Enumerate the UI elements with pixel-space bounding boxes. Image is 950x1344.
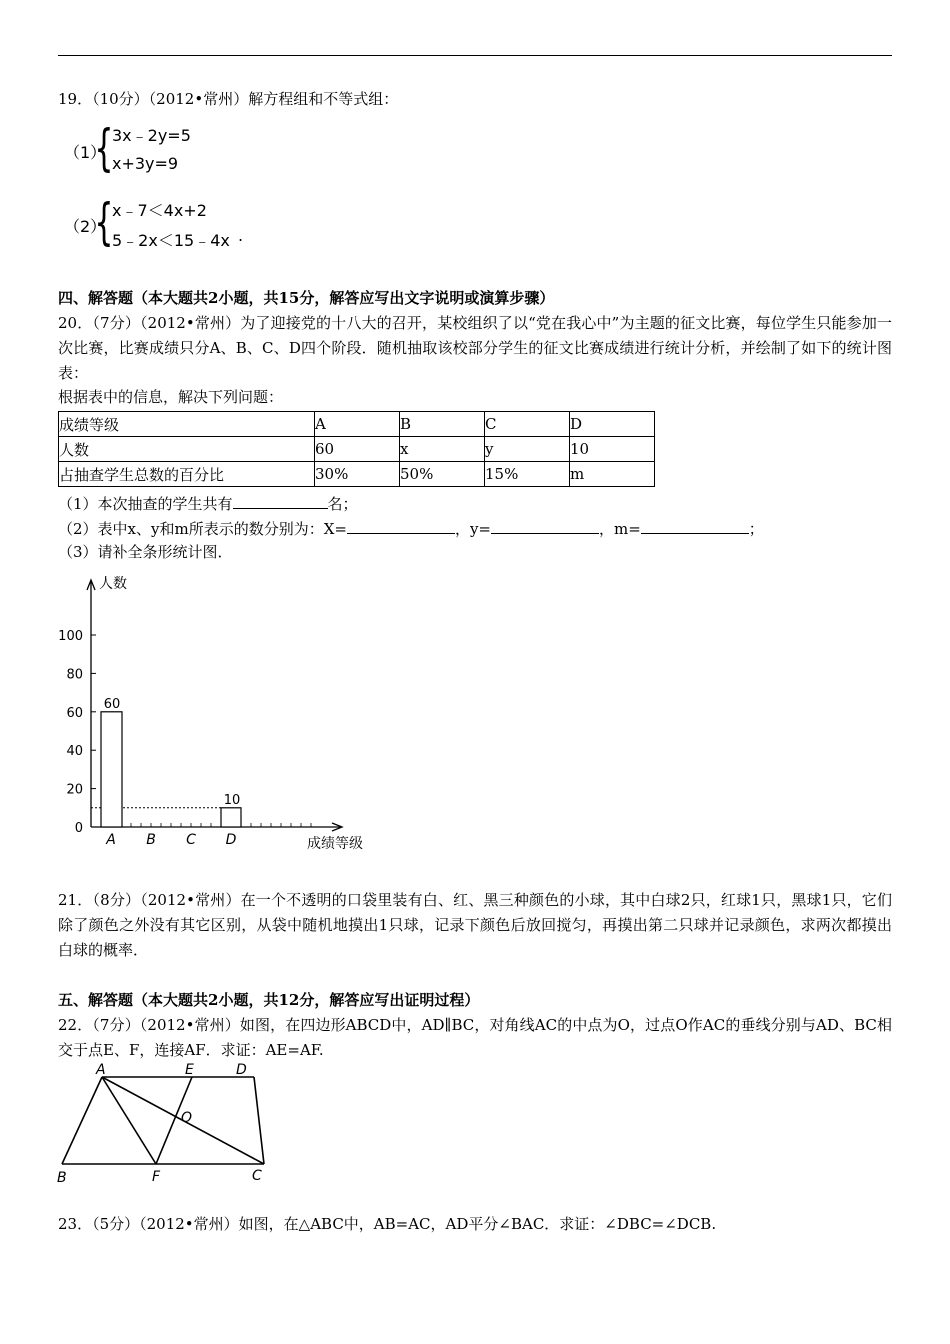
table-cell: 成绩等级 xyxy=(59,412,315,437)
x-category-label: D xyxy=(225,832,237,848)
bar-value-label: 10 xyxy=(223,792,241,808)
table-cell: D xyxy=(570,412,655,437)
q20-sub1-text: （1）本次抽查的学生共有 xyxy=(58,495,233,513)
header-rule xyxy=(58,55,892,56)
y-tick-label: 80 xyxy=(66,667,83,683)
brace-1: { xyxy=(94,119,114,177)
table-row xyxy=(59,437,655,462)
table-cell: 15% xyxy=(485,462,570,487)
q19-part1-eq1: 3x﹣2y=5 xyxy=(112,126,191,145)
q19-part1-eq2: x+3y=9 xyxy=(112,154,179,173)
y-tick-label: 60 xyxy=(66,705,83,721)
point-label-a: A xyxy=(96,1062,106,1078)
q20-intro: 20．（7分）（2012•常州）为了迎接党的十八大的召开，某校组织了以“党在我心中”为主题的征文比赛，每位学生只能参加一次比赛，比赛成绩只分A、B、C、D四个阶段．随机抽取该校部分学生的征文比赛成绩进行统计分析，并绘制了如下的统计图表： xyxy=(58,314,892,382)
q19-part2-end: . xyxy=(238,226,244,245)
bar-value-label: 60 xyxy=(103,696,121,712)
table-cell: y xyxy=(485,437,570,462)
answer-blank[interactable] xyxy=(233,492,328,509)
table-row xyxy=(59,462,655,487)
section5-title: 五、解答题（本大题共2小题，共12分，解答应写出证明过程） xyxy=(58,991,480,1009)
quadrilateral-figure xyxy=(52,1060,277,1190)
bar-d xyxy=(221,808,241,827)
q20-sub2-end: ； xyxy=(748,520,764,538)
y-tick-label: 40 xyxy=(66,744,83,760)
y-axis-title: 人数 xyxy=(99,576,127,592)
table-cell: m xyxy=(570,462,655,487)
brace-2: { xyxy=(94,193,114,251)
y-tick-label: 20 xyxy=(66,782,83,798)
q20-sub1 xyxy=(58,492,358,514)
x-category-label: A xyxy=(106,832,116,848)
bar-a xyxy=(101,712,122,827)
x-category-label: C xyxy=(186,832,196,848)
segment-ab xyxy=(62,1077,102,1164)
q20-sub1-end: 名； xyxy=(327,495,358,513)
q20-sub2-m: ，m= xyxy=(599,520,641,538)
table-cell: B xyxy=(400,412,485,437)
q19-part2-ineq1: x﹣7＜4x+2 xyxy=(112,201,207,220)
point-label-o: O xyxy=(181,1110,193,1126)
table-cell: 10 xyxy=(570,437,655,462)
table-cell: 60 xyxy=(315,437,400,462)
score-table xyxy=(58,411,655,487)
table-cell: x xyxy=(400,437,485,462)
answer-blank-y[interactable] xyxy=(491,517,599,534)
x-category-label: B xyxy=(146,832,156,848)
table-cell: 30% xyxy=(315,462,400,487)
segment-af xyxy=(102,1077,156,1164)
answer-blank-m[interactable] xyxy=(641,517,749,534)
y-tick-label: 100 xyxy=(58,629,83,644)
q19-part2-label: （2） xyxy=(64,217,107,236)
point-label-b: B xyxy=(57,1170,67,1186)
point-label-e: E xyxy=(185,1062,194,1078)
segment-dc xyxy=(254,1077,264,1164)
q20-sub2 xyxy=(58,517,764,539)
point-label-f: F xyxy=(152,1169,161,1185)
q21-text: 21．（8分）（2012•常州）在一个不透明的口袋里装有白、红、黑三种颜色的小球，其中白球2只，红球1只，黑球1只，它们除了颜色之外没有其它区别，从袋中随机地摸出1只球，记录下颜色后放回搅匀，再摸出第二只球并记录颜色，求两次都摸出白球的概率． xyxy=(58,891,892,959)
x-axis-title: 成绩等级 xyxy=(307,836,363,852)
answer-blank-x[interactable] xyxy=(347,517,455,534)
bar-chart xyxy=(55,572,385,857)
table-cell: 占抽查学生总数的百分比 xyxy=(59,462,315,487)
point-label-c: C xyxy=(252,1168,262,1184)
section4-title: 四、解答题（本大题共2小题，共15分，解答应写出文字说明或演算步骤） xyxy=(58,289,555,307)
q22-text: 22．（7分）（2012•常州）如图，在四边形ABCD中，AD∥BC，对角线AC的中点为O，过点O作AC的垂线分别与AD、BC相交于点E、F，连接AF．求证：AE=AF. xyxy=(58,1016,892,1059)
table-cell: 人数 xyxy=(59,437,315,462)
q19-header: 19．（10分）（2012•常州）解方程组和不等式组： xyxy=(58,90,399,108)
q23-text: 23．（5分）（2012•常州）如图，在△ABC中，AB=AC，AD平分∠BAC．求证：∠DBC=∠DCB. xyxy=(58,1215,717,1233)
q20-prompt: 根据表中的信息，解决下列问题： xyxy=(58,388,284,406)
table-cell: 50% xyxy=(400,462,485,487)
y-tick-label: 0 xyxy=(74,821,83,836)
table-row xyxy=(59,412,655,437)
q20-sub2-y: ，y= xyxy=(454,520,491,538)
q19-part1-label: （1） xyxy=(64,143,107,162)
q20-sub2-text: （2）表中x、y和m所表示的数分别为：X= xyxy=(58,520,347,538)
table-cell: A xyxy=(315,412,400,437)
q19-part2-ineq2: 5﹣2x＜15﹣4x xyxy=(112,231,230,250)
q20-sub3: （3）请补全条形统计图． xyxy=(58,543,233,561)
table-cell: C xyxy=(485,412,570,437)
point-label-d: D xyxy=(236,1062,247,1078)
